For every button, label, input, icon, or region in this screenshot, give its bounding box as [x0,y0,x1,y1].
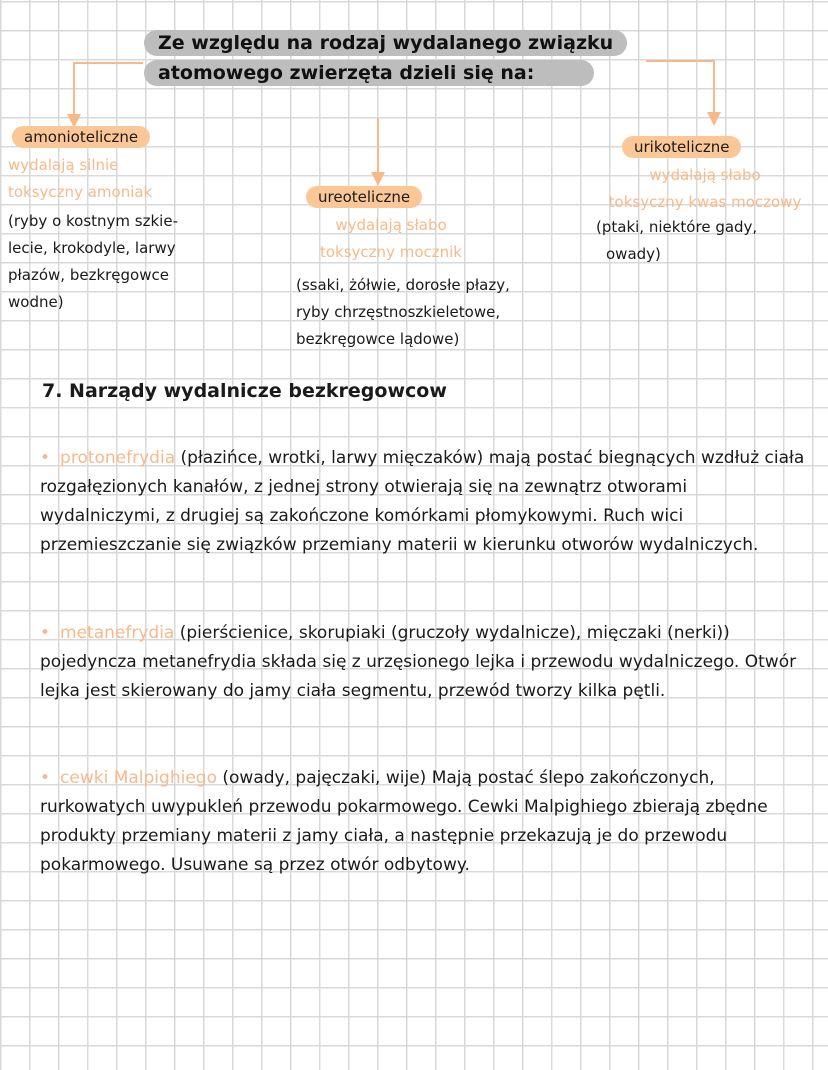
bullet-icon: • [40,623,51,643]
header-line-2: atomowego zwierzęta dzieli się na: [144,60,594,86]
item-protonefrydia: • protonefrydia (płazińce, wrotki, larwy mięczaków) mają postać biegnących wzdłuż ciała rozgałęzionych kanałów, z jednej strony otwierają się na zewnątrz otworami wydalniczymi, z drugiej są zakończone komórkami płomykowymi. Ruch wici przemieszczanie się związków przemiany materii w kierunku otworów wydalniczych. [40,448,805,555]
item-cewki-malpighiego: • cewki Malpighiego (owady, pajęczaki, wije) Mają postać ślepo zakończonych, rurkowatych uwypukleń przewodu pokarmowego. Cewki Malpighiego zbierają zbędne produkty przemiany materii z jamy ciała, a następnie przekazują je do przewodu pokarmowego. Usuwane są przez otwór odbytowy. [40,768,768,875]
arrow-right-horizontal [646,60,714,62]
bullet-icon: • [40,768,51,788]
arrow-center-head-icon [371,172,385,186]
category-desc: wydalają słabo toksyczny kwas moczowy [608,166,802,211]
arrow-right-vertical [713,60,715,116]
arrow-left-horizontal [73,62,143,64]
item-metanefrydia: • metanefrydia (pierścienice, skorupiaki (gruczoły wydalnicze), mięczaki (nerki)) pojedyncza metanefrydia składa się z urzęsionego lejka i przewodu wydalniczego. Otwór lejka jest skierowany do jamy ciała segmentu, przewód tworzy kilka pętli. [40,623,797,701]
arrow-left-vertical [73,62,75,116]
bullet-icon: • [40,448,51,468]
category-examples: (ssaki, żółwie, dorosłe płazy, ryby chrzęstnoszkieletowe, bezkręgowce lądowe) [296,276,510,348]
arrow-right-head-icon [707,112,721,126]
category-examples: (ryby o kostnym szkie- lecie, krokodyle, larwy płazów, bezkręgowce wodne) [8,212,178,311]
category-label-amonioteliczne: amonioteliczne [12,126,150,148]
arrow-center-vertical [377,118,379,176]
category-label-ureoteliczne: ureoteliczne [306,186,422,208]
category-label-urikoteliczne: urikoteliczne [622,136,741,158]
header-line-1: Ze względu na rodzaj wydalanego związku [144,30,627,56]
category-desc: wydalają silnie toksyczny amoniak [8,156,153,201]
category-examples: (ptaki, niektóre gady, owady) [596,218,758,263]
section-title: 7. Narządy wydalnicze bezkregowcow [42,380,447,402]
category-desc: wydalają słabo toksyczny mocznik [320,216,462,261]
